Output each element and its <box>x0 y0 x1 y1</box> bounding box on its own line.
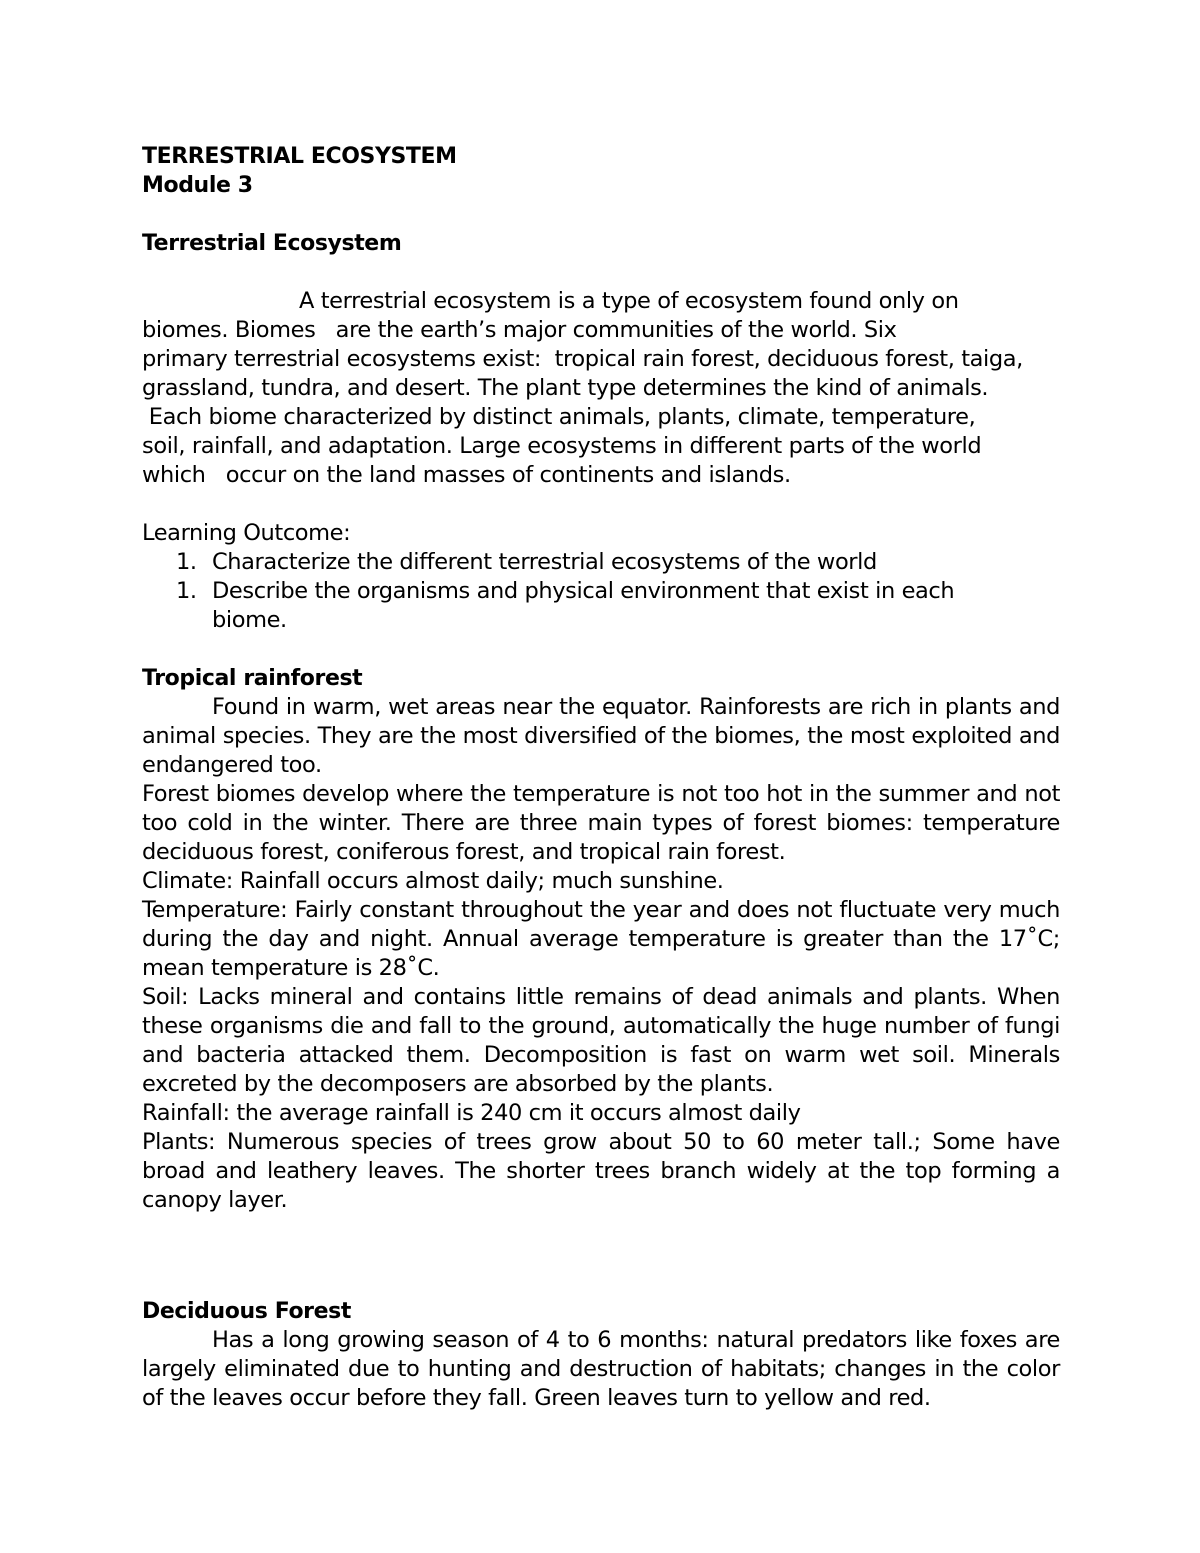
deciduous-paragraph: Has a long growing season of 4 to 6 months: natural predators like foxes are largely eliminated due to hunting and destruction of habitats; changes in the color of the leaves occur before they fall. Green leaves turn to yellow and red. <box>142 1327 1060 1411</box>
intro-line: biomes. Biomes are the earth’s major communities of the world. Six <box>142 317 897 343</box>
list-number: 1. <box>176 549 197 575</box>
section-heading-terrestrial: Terrestrial Ecosystem <box>142 231 402 256</box>
tropical-paragraph: Forest biomes develop where the temperature is not too hot in the summer and not too cold in the winter. There are three main types of forest biomes: temperature deciduous forest, coniferous forest, and tropical rain forest. <box>142 781 1060 865</box>
intro-line: primary terrestrial ecosystems exist: tropical rain forest, deciduous forest, taiga, <box>142 346 1023 372</box>
list-item-text: Characterize the different terrestrial ecosystems of the world <box>212 549 877 575</box>
list-item <box>142 548 1060 577</box>
intro-line: A terrestrial ecosystem is a type of ecosystem found only on <box>299 288 959 314</box>
list-item-text: Describe the organisms and physical environment that exist in each biome. <box>212 578 955 633</box>
document-title: TERRESTRIAL ECOSYSTEM <box>142 144 457 169</box>
learning-outcome-label: Learning Outcome: <box>142 520 351 546</box>
section-heading-tropical-rainforest: Tropical rainforest <box>142 666 363 691</box>
intro-line: Each biome characterized by distinct animals, plants, climate, temperature, <box>142 404 976 430</box>
intro-paragraph <box>142 287 1060 490</box>
tropical-paragraph: Found in warm, wet areas near the equator. Rainforests are rich in plants and animal species. They are the most diversified of the biomes, the most exploited and endangered too. <box>142 694 1060 778</box>
tropical-temperature: Temperature: Fairly constant throughout the year and does not fluctuate very much during the day and night. Annual average temperature is greater than the 17˚C; mean temperature is 28˚C. <box>142 897 1060 981</box>
tropical-soil: Soil: Lacks mineral and contains little remains of dead animals and plants. When these organisms die and fall to the ground, automatically the huge number of fungi and bacteria attacked them. Decomposition is fast on warm wet soil. Minerals excreted by the decomposers are absorbed by the plants. <box>142 984 1060 1097</box>
document-page <box>142 142 1060 1413</box>
tropical-climate: Climate: Rainfall occurs almost daily; much sunshine. <box>142 868 724 894</box>
tropical-plants: Plants: Numerous species of trees grow about 50 to 60 meter tall.; Some have broad and leathery leaves. The shorter trees branch widely at the top forming a canopy layer. <box>142 1129 1060 1213</box>
intro-line: grassland, tundra, and desert. The plant type determines the kind of animals. <box>142 375 989 401</box>
intro-line: soil, rainfall, and adaptation. Large ecosystems in different parts of the world <box>142 433 982 459</box>
intro-line: which occur on the land masses of continents and islands. <box>142 462 791 488</box>
module-label: Module 3 <box>142 173 253 198</box>
list-number: 1. <box>176 578 197 604</box>
list-item <box>142 577 1060 635</box>
section-heading-deciduous-forest: Deciduous Forest <box>142 1299 351 1324</box>
learning-outcome-list <box>142 548 1060 635</box>
tropical-rainfall: Rainfall: the average rainfall is 240 cm it occurs almost daily <box>142 1100 801 1126</box>
